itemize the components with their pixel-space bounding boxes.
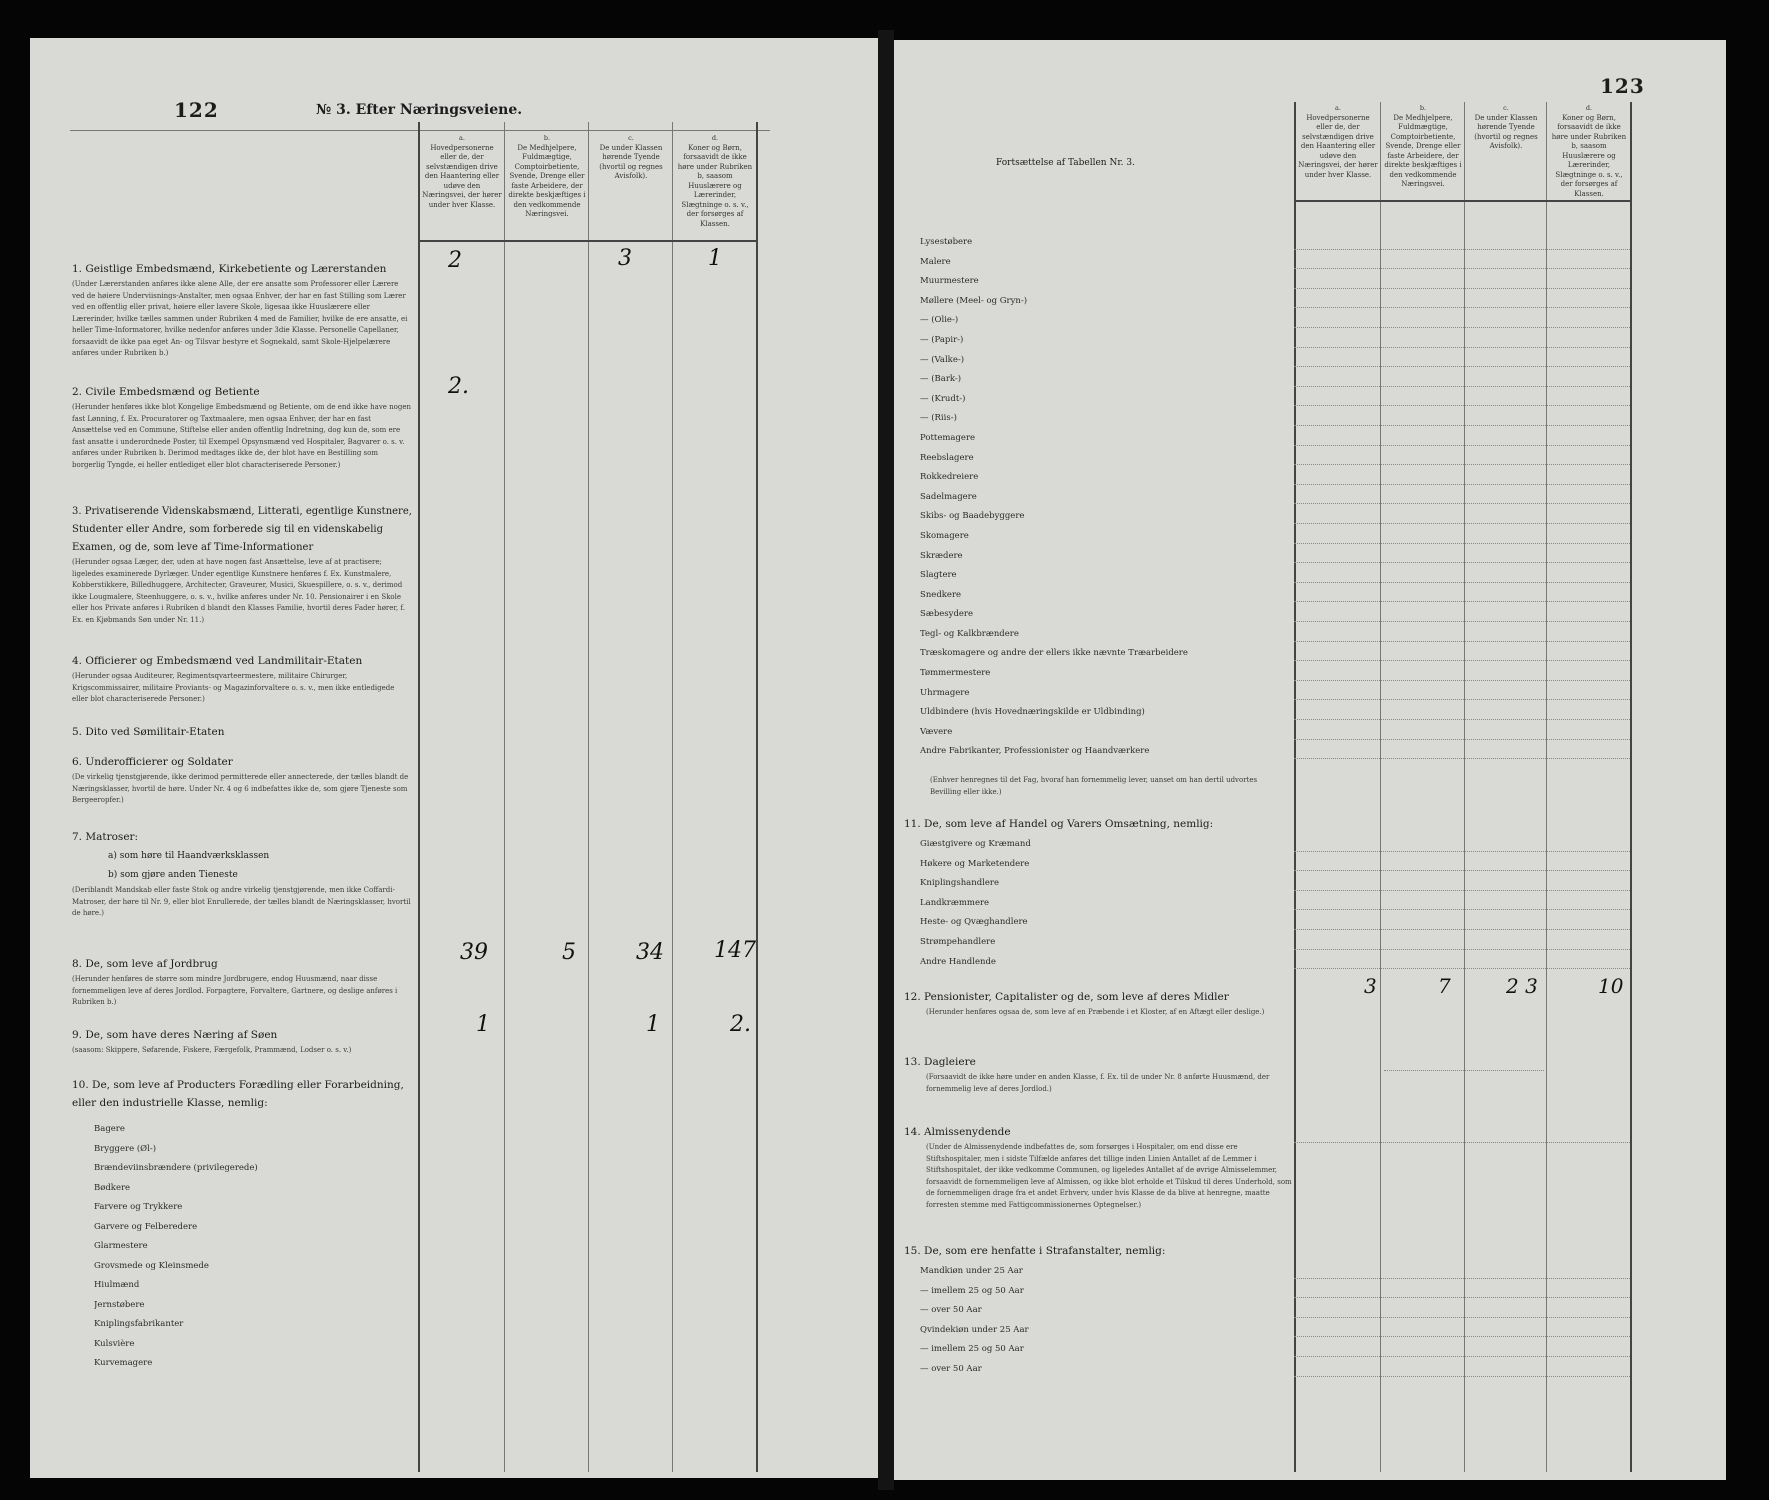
dotted-rule [1294,562,1630,564]
section-11-title: 11. De, som leve af Handel og Varers Omsætning, nemlig: [904,818,1214,830]
list-item: Muurmestere [920,276,979,287]
list-item: Uldbindere (hvis Hovednæringskilde er Uldbinding) [920,707,1145,718]
list-item: Garvere og Felberedere [94,1221,198,1232]
list-item: Kurvemagere [94,1358,153,1368]
table-row: 3. Privatiserende Videnskabsmænd, Litterati, egentlige Kunstnere, Studenter eller Andre, som forberede sig til en videnskabelig Examen, og de, som leve af Time-Informationer (Herunder ogsaa Læger, der, uden at have nogen fast Ansættelse, leve af at practisere; ligeledes examinerede Dyrlæger. Under egentlige Kunstnere henføres f. Ex. Kunstmalere, Kobberstikkere, Billedhuggere, Architecter, Graveurer, Musici, Skuespillere, o. s. v., derimod ikke Lougmalere, Steenhuggere, o. s. v., hvilke anføres under Nr. 10. Pensionairer i en Skole eller hos Private anføres i Rubriken d blandt den Klasses Familie, hvortil deres Fader hører, f. Ex. en Kjøbmands Søn under Nr. 11.) [72,506,412,624]
dotted-rule [1294,366,1630,368]
table-row: 4. Officierer og Embedsmænd ved Landmilitair-Etaten (Herunder ogsaa Auditeurer, Regimentsqvarteermestere, militaire Chirurger, Krigscommissairer, militaire Proviants- og Magazinforvaltere o. s. v., men ikke entledigede eller blot characteriserede Personer.) [72,655,395,703]
dotted-rule [1294,307,1630,309]
list-item: Tegl- og Kalkbrændere [920,628,1019,639]
list-item: Malere [920,256,951,267]
list-item: Giæstgivere og Kræmand [920,839,1031,849]
column-header-a: a. Hovedpersonerne eller de, der selvstændigen drive den Haantering eller udøve den Næringsvei, der hører under hver Klasse. [422,134,502,209]
dotted-rule [1294,327,1630,329]
list-item: Kniplingsfabrikanter [94,1319,184,1329]
dotted-rule [1294,347,1630,349]
cell-value: 1 [646,1012,660,1037]
list-item: Træskomagere og andre der ellers ikke nævnte Træarbeidere [920,648,1188,659]
dotted-rule [1294,699,1630,701]
list-item: — imellem 25 og 50 Aar [920,1285,1024,1296]
list-item: Grovsmede og Kleinsmede [94,1260,209,1271]
cell-value: 147 [714,938,756,963]
list-item: — (Valke-) [920,354,965,365]
dotted-rule [1294,503,1630,505]
cell-value: 2. [448,374,469,399]
dotted-rule [1294,870,1630,872]
table-row: 6. Underofficierer og Soldater (De virkelig tjenstgjørende, ikke derimod permitterede eller annecterede, der tælles blandt de Næringsklasser, hvortil de høre. Under Nr. 4 og 6 indbefattes ikke de, som gjøre Tjeneste som Bergeeropfer.) [72,756,409,804]
table-row: 13. Dagleiere (Forsaavidt de ikke høre under en anden Klasse, f. Ex. til de under Nr. 8 anførte Huusmænd, der fornemmelig leve af deres Jordlod.) [904,1056,1270,1093]
dotted-rule [1294,1317,1630,1319]
dotted-rule [1294,621,1630,623]
grid-line [504,122,505,1472]
list-item: Vævere [920,726,953,737]
cell-value: 2. [730,1012,751,1037]
dotted-rule [1294,601,1630,603]
list-item: — (Bark-) [920,374,962,385]
list-item: Tømmermestere [920,668,991,679]
list-item: Kulsvière [94,1338,135,1349]
dotted-rule [1294,968,1630,970]
column-header-d: d. Koner og Børn, forsaavidt de ikke høre under Rubriken b, saasom Huuslærere og Lærerinder, Slægtninge o. s. v., der forsørges af Klassen. [677,134,753,228]
dotted-rule [1294,425,1630,427]
column-header-a: a. Hovedpersonerne eller de, der selvstændigen drive den Haantering eller udøve den Næringsvei, der hører under hver Klasse. [1298,104,1378,179]
list-item: — (Papir-) [920,334,964,345]
dotted-rule [1294,582,1630,584]
trade-list [920,1262,1290,1380]
section-15-title: 15. De, som ere henfatte i Strafanstalter, nemlig: [904,1245,1166,1257]
top-rule [70,130,770,131]
list-item: Heste- og Qvæghandlere [920,917,1028,928]
header-rule [418,240,758,242]
cell-value: 7 [1438,974,1451,998]
dotted-rule [1294,445,1630,447]
cell-value: 2 [448,248,462,273]
book-spine [878,30,894,1490]
dotted-rule [1294,949,1630,951]
dotted-rule [1294,1376,1630,1378]
list-item: — over 50 Aar [920,1305,982,1316]
list-item: Bagere [94,1124,125,1134]
list-item: — (Riis-) [920,413,957,424]
grid-line [588,122,589,1472]
list-item: Mandkiøn under 25 Aar [920,1266,1023,1276]
table-row: 1. Geistlige Embedsmænd, Kirkebetiente og Lærerstanden (Under Lærerstanden anføres ikke alene Alle, der ere ansatte som Professorer eller Lærere ved de høiere Underviisnings-Anstalter, men ogsaa Enhver, der har en fast Stilling som Lærer ved en offentlig eller privat, høiere eller lavere Skole, ligesaa ikke Huuslærere eller Lærerinder, hvilke tælles sammen under Rubriken 4 med de Familier, hvilke de ere ansatte, ei heller Time-Informatorer, hvilke nedenfor anføres under 3die Klasse. Personelle Capellaner, forsaavidt de ikke paa eget An- og Tilsvar bestyre et Sognekald, samt Skole-Hjelpelærere anføres under Rubriken b.) [72,263,408,357]
dotted-rule [1294,405,1630,407]
list-item: Kniplingshandlere [920,878,999,889]
dotted-rule [1294,641,1630,643]
column-header-b: b. De Medhjelpere, Fuldmægtige, Comptoirbetiente, Svende, Drenge eller faste Arbeidere, der direkte beskjæftiges i den vedkommende Næringsvei. [1384,104,1462,188]
list-item: Qvindekiøn under 25 Aar [920,1324,1029,1335]
grid-line [418,122,420,1472]
grid-line [672,122,673,1472]
header-rule [1294,200,1632,202]
right-page-number: 123 [1600,74,1645,98]
list-item: Slagtere [920,570,957,581]
table-row: 14. Almissenydende (Under de Almissenydende indbefattes de, som forsørges i Hospitaler, om end disse ere Stiftshospitaler, men i sidste Tilfælde anføres det tillige inden Linien Antallet af de Lemmer i Stiftshospitalet, der ikke vedkomme Communen, og ligeledes Antallet af de øvrige Almisselemmer, forsaavidt de fornemmeligen leve af Almissen, og ikke blot erholde et Tilskud til deres Underhold, som de fornemmeligen drage fra et andet Erhverv, under hvis Klasse de da blive at henregne, maatte forresten stemme med Fattigcommissionernes Optegnelser.) [904,1126,1292,1209]
list-item: — (Krudt-) [920,393,966,404]
dotted-rule [1294,719,1630,721]
dotted-rule [1294,386,1630,388]
dotted-rule [1294,484,1630,486]
list-item: Skrædere [920,550,963,561]
cell-value: 5 [562,940,576,965]
dotted-rule [1294,890,1630,892]
trade-list [920,233,1290,762]
table-row: 5. Dito ved Sømilitair-Etaten [72,726,225,738]
table-row: 10. De, som leve af Producters Forædling eller Forarbeidning, eller den industrielle Klasse, nemlig: [72,1079,404,1109]
list-item: Strømpehandlere [920,936,996,947]
dotted-rule [1294,523,1630,525]
table-row: 8. De, som leve af Jordbrug (Herunder henføres de større som mindre Jordbrugere, endog Huusmænd, naar disse fornemmeligen leve af deres Jordlod. Forpagtere, Forvaltere, Gartnere, og deslige anføres i Rubriken b.) [72,958,398,1006]
list-item: Glarmestere [94,1241,148,1251]
list-item: Møllere (Meel- og Gryn-) [920,295,1028,306]
list-item: Rokkedreiere [920,472,979,483]
list-item: Snedkere [920,589,962,600]
dotted-rule [1294,464,1630,466]
dotted-rule [1294,1142,1630,1144]
table-row: 7. Matroser: a) som høre til Haandværksklassen b) som gjøre anden Tieneste (Deriblandt Mandskab eller faste Stok og andre virkelig tjenstgjørende, men ikke Coffardi-Matroser, der høre til Nr. 9, eller blot Enrullerede, der tælles blandt de Næringsklasser, hvortil de høre.) [72,831,411,917]
grid-line [1630,102,1632,1472]
trades-note: (Enhver henregnes til det Fag, hvoraf han fornemmelig lever, uanset om han dertil udvortes Bevilling eller ikke.) [930,776,1258,796]
list-item: Bryggere (Øl-) [94,1143,157,1154]
trade-list [920,835,1290,972]
list-item: Skomagere [920,530,969,541]
dotted-rule [1294,288,1630,290]
dotted-rule [1294,1356,1630,1358]
dotted-rule [1294,909,1630,911]
list-item: Hiulmænd [94,1280,140,1290]
list-item: Brændeviinsbrændere (privilegerede) [94,1163,258,1173]
list-item: — (Olie-) [920,315,959,326]
grid-line [756,122,758,1472]
dotted-rule [1384,1070,1544,1072]
list-item: Jernstøbere [94,1299,145,1310]
list-item: Andre Handlende [920,956,996,967]
dotted-rule [1294,268,1630,270]
list-item: — over 50 Aar [920,1363,982,1374]
list-item: Pottemagere [920,432,976,443]
dotted-rule [1294,249,1630,251]
dotted-rule [1294,1278,1630,1280]
list-item: Uhrmagere [920,687,970,698]
column-header-b: b. De Medhjelpere, Fuldmægtige, Comptoirbetiente, Svende, Drenge eller faste Arbeidere, der direkte beskjæftiges i den vedkommende Næringsvei. [508,134,586,218]
table-row: 12. Pensionister, Capitalister og de, som leve af deres Midler (Herunder henføres ogsaa de, som leve af en Præbende i et Kloster, af en Aftægt eller deslige.) [904,991,1265,1016]
dotted-rule [1294,680,1630,682]
dotted-rule [1294,1336,1630,1338]
left-page [30,38,878,1478]
cell-value: 39 [460,940,488,965]
dotted-rule [1294,660,1630,662]
column-header-d: d. Koner og Børn, forsaavidt de ikke høre under Rubriken b, saasom Huuslærere og Lærerinder, Slægtninge o. s. v., der forsørges af Klassen. [1551,104,1627,198]
dotted-rule [1294,739,1630,741]
dotted-rule [1294,543,1630,545]
dotted-rule [1294,851,1630,853]
section-heading: № 3. Efter Næringsveiene. [316,102,523,118]
cell-value: 3 [1364,974,1377,998]
left-page-number: 122 [174,98,219,122]
right-page [894,40,1726,1480]
column-header-c: c. De under Klassen hørende Tyende (hvortil og regnes Avisfolk). [1474,104,1538,150]
list-item: Landkræmmere [920,897,990,908]
list-item: Sadelmagere [920,491,977,502]
cell-value: 1 [476,1012,490,1037]
list-item: Høkere og Marketendere [920,858,1030,869]
dotted-rule [1294,758,1630,760]
cell-value: 34 [636,940,664,965]
cell-value: 2 3 [1506,974,1538,998]
cell-value: 1 [708,246,722,271]
list-item: — imellem 25 og 50 Aar [920,1344,1024,1355]
table-row: 2. Civile Embedsmænd og Betiente (Herunder henføres ikke blot Kongelige Embedsmænd og Betiente, om de end ikke have nogen fast Lønning, f. Ex. Procuratorer og Taxtmaalere, men ogsaa Enhver, der har en fast Ansættelse ved en Commune, Stiftelse eller anden offentlig Indretning, dog kun de, som ere fast ansatte i underordnede Poster, til Exempel Opsynsmænd ved Hospitaler, Bagvarer o. s. v. anføres under Rubriken b. Derimod medtages ikke de, der blot have en Bestilling som borgerlig Tyngde, ei heller entlediget eller blot characteriserede Personer.) [72,386,412,469]
list-item: Sæbesydere [920,609,974,620]
list-item: Farvere og Trykkere [94,1202,183,1212]
cell-value: 3 [618,246,632,271]
cell-value: 10 [1598,974,1624,998]
list-item: Lysestøbere [920,237,973,247]
list-item: Bødkere [94,1182,131,1193]
trade-list [94,1120,414,1374]
list-item: Skibs- og Baadebyggere [920,511,1025,522]
continuation-title: Fortsættelse af Tabellen Nr. 3. [996,158,1135,168]
list-item: Andre Fabrikanter, Professionister og Haandværkere [920,746,1150,757]
dotted-rule [1294,1297,1630,1299]
dotted-rule [1294,929,1630,931]
table-row: 9. De, som have deres Næring af Søen (saasom: Skippere, Søfarende, Fiskere, Færgefolk, Prammænd, Lodser o. s. v.) [72,1029,352,1054]
list-item: Reebslagere [920,452,974,463]
column-header-c: c. De under Klassen hørende Tyende (hvortil og regnes Avisfolk). [599,134,663,180]
